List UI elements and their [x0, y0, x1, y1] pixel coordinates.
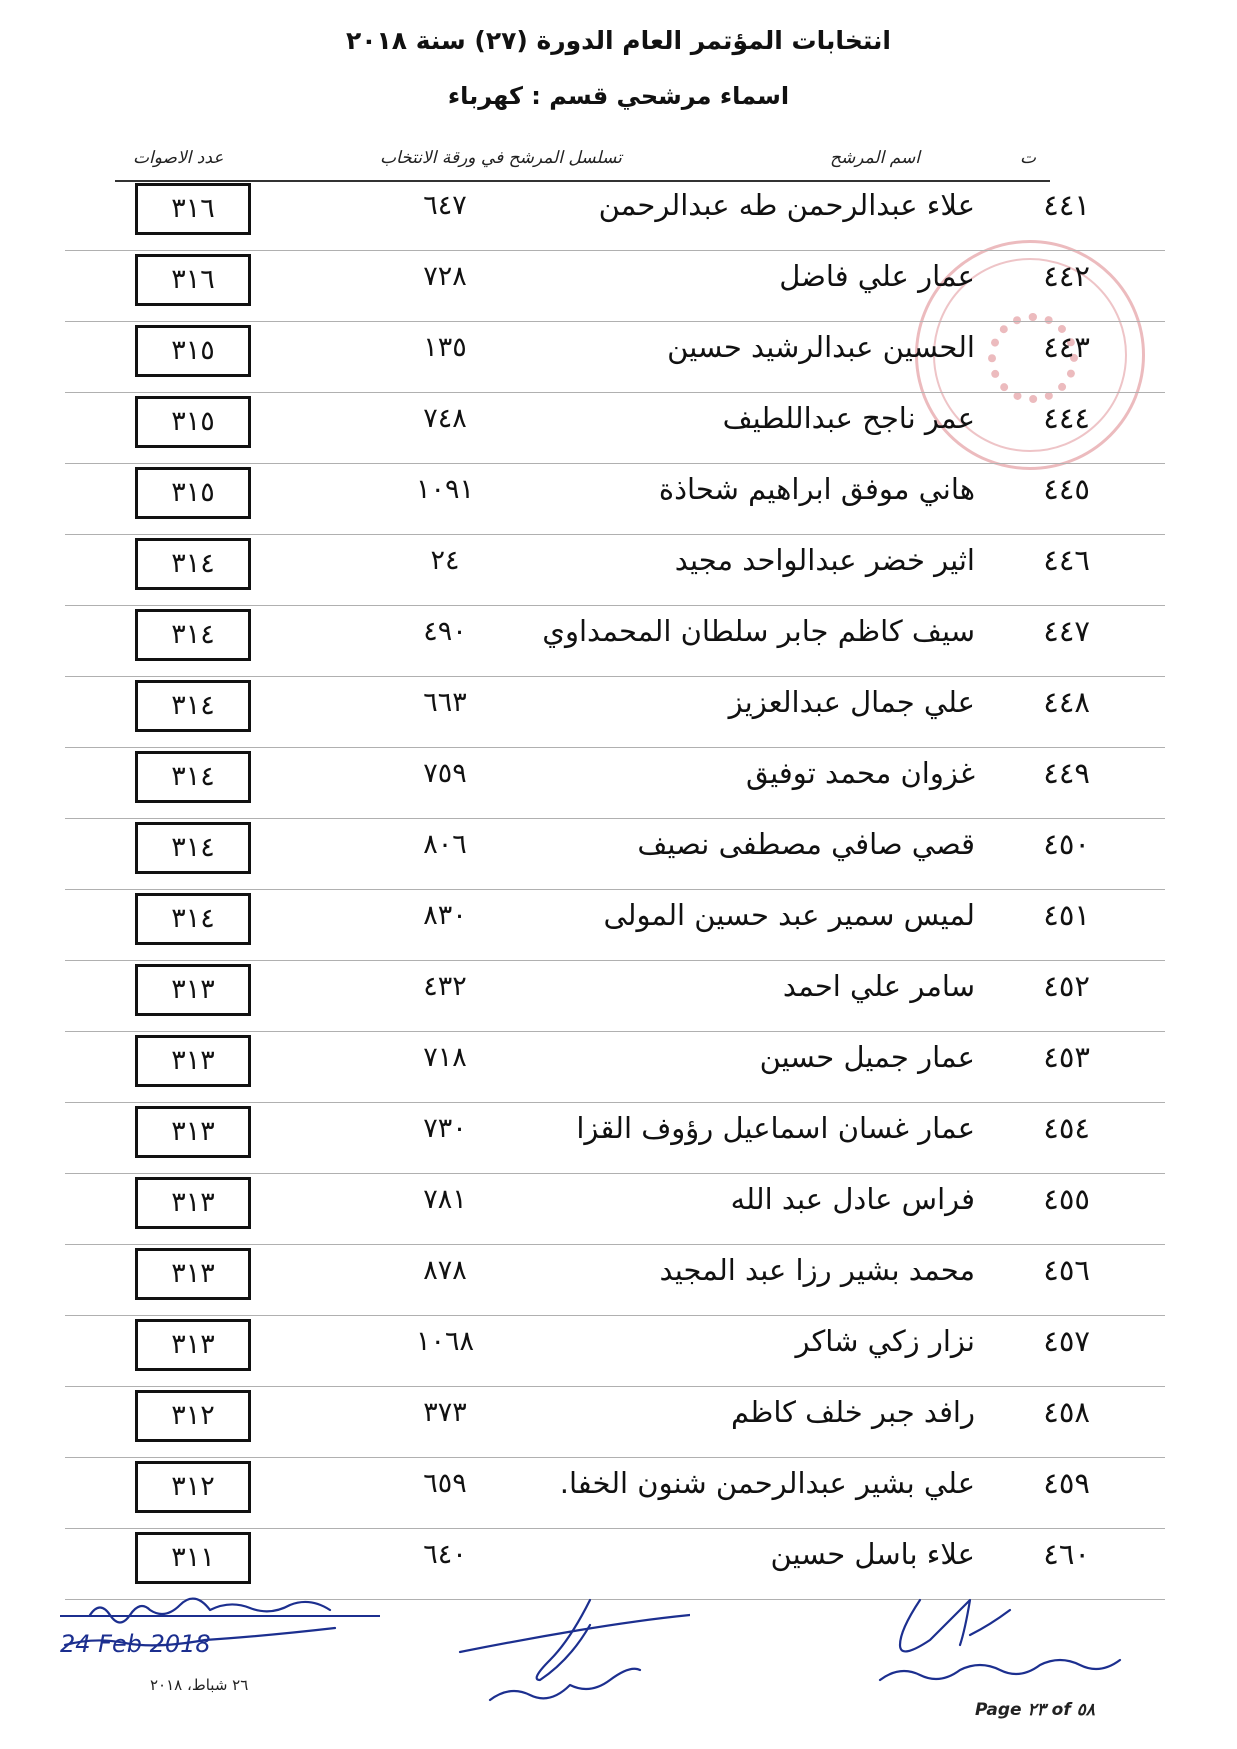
candidate-name: سامر علي احمد: [782, 969, 975, 1003]
candidate-name: عمار جميل حسين: [759, 1040, 975, 1074]
table-row: [0, 1387, 1237, 1458]
signature-date: 24 Feb 2018: [60, 1630, 211, 1658]
candidate-seq: ٤٤٩: [1043, 756, 1090, 790]
candidate-votes: ٣١٣: [135, 1319, 251, 1371]
candidate-serial: ٨٧٨: [423, 1255, 467, 1286]
candidate-name: محمد بشير رزا عبد المجيد: [659, 1253, 975, 1287]
candidate-votes: ٣١٢: [135, 1461, 251, 1513]
candidate-serial: ١٠٦٨: [415, 1326, 474, 1357]
table-row: [0, 961, 1237, 1032]
candidate-seq: ٤٥٧: [1043, 1324, 1090, 1358]
candidate-serial: ٧٨١: [423, 1184, 467, 1215]
candidate-serial: ٨٣٠: [423, 900, 467, 931]
candidate-serial: ٧٢٨: [423, 261, 467, 292]
table-row: [0, 819, 1237, 890]
candidate-votes: ٣١٤: [135, 822, 251, 874]
candidate-seq: ٤٥٩: [1043, 1466, 1090, 1500]
candidate-votes: ٣١٣: [135, 1106, 251, 1158]
candidate-name: لميس سمير عبد حسين المولى: [603, 898, 975, 932]
candidate-votes: ٣١٤: [135, 751, 251, 803]
candidate-serial: ٤٩٠: [423, 616, 467, 647]
candidate-seq: ٤٦٠: [1043, 1537, 1090, 1571]
candidate-seq: ٤٥٢: [1043, 969, 1090, 1003]
table-row: [0, 1032, 1237, 1103]
candidate-seq: ٤٥٦: [1043, 1253, 1090, 1287]
candidate-name: فراس عادل عبد الله: [730, 1182, 975, 1216]
signature-middle: [450, 1590, 690, 1724]
table-row: [0, 393, 1237, 464]
column-header-serial: تسلسل المرشح في ورقة الانتخاب: [380, 148, 622, 168]
candidate-votes: ٣١١: [135, 1532, 251, 1584]
candidate-name: هاني موفق ابراهيم شحاذة: [658, 472, 975, 506]
column-header-name: اسم المرشح: [830, 148, 921, 168]
table-row: [0, 1174, 1237, 1245]
candidate-serial: ٣٧٣: [423, 1397, 467, 1428]
candidate-seq: ٤٥٠: [1043, 827, 1090, 861]
table-row: [0, 251, 1237, 322]
candidate-name: علي بشير عبدالرحمن شنون الخفا.: [559, 1466, 975, 1500]
candidate-serial: ٨٠٦: [423, 829, 467, 860]
candidate-votes: ٣١٤: [135, 680, 251, 732]
table-row: [0, 1458, 1237, 1529]
candidate-name: الحسين عبدالرشيد حسين: [667, 330, 975, 364]
candidate-serial: ٦٥٩: [423, 1468, 467, 1499]
candidate-votes: ٣١٦: [135, 183, 251, 235]
candidate-seq: ٤٥٣: [1043, 1040, 1090, 1074]
candidate-name: عمر ناجح عبداللطيف: [722, 401, 975, 435]
signature-right: [860, 1590, 1180, 1704]
table-row: [0, 535, 1237, 606]
page-number: Page ٢٣ of ٥٨: [975, 1700, 1095, 1720]
candidate-name: رافد جبر خلف كاظم: [730, 1395, 975, 1429]
candidate-name: نزار زكي شاكر: [795, 1324, 975, 1358]
document-title: انتخابات المؤتمر العام الدورة (٢٧) سنة ٢٠١٨: [345, 26, 892, 55]
candidate-seq: ٤٤٤: [1043, 401, 1090, 435]
candidate-seq: ٤٤٧: [1043, 614, 1090, 648]
table-row: [0, 1103, 1237, 1174]
candidate-votes: ٣١٦: [135, 254, 251, 306]
candidate-votes: ٣١٣: [135, 964, 251, 1016]
candidate-votes: ٣١٥: [135, 396, 251, 448]
candidate-votes: ٣١٣: [135, 1177, 251, 1229]
candidate-serial: ٧٥٩: [423, 758, 467, 789]
table-row: [0, 180, 1237, 251]
candidate-votes: ٣١٣: [135, 1248, 251, 1300]
candidate-name: عمار علي فاضل: [779, 259, 975, 293]
candidate-serial: ٦٤٠: [423, 1539, 467, 1570]
candidate-serial: ١٣٥: [423, 332, 467, 363]
candidate-seq: ٤٥١: [1043, 898, 1090, 932]
candidate-seq: ٤٤٥: [1043, 472, 1090, 506]
table-row: [0, 890, 1237, 961]
candidate-seq: ٤٤١: [1043, 188, 1090, 222]
candidate-votes: ٣١٤: [135, 893, 251, 945]
candidate-seq: ٤٥٨: [1043, 1395, 1090, 1429]
candidate-seq: ٤٥٤: [1043, 1111, 1090, 1145]
candidate-seq: ٤٤٦: [1043, 543, 1090, 577]
table-row: [0, 606, 1237, 677]
candidate-votes: ٣١٤: [135, 538, 251, 590]
signature-line: [60, 1615, 380, 1617]
candidate-name: غزوان محمد توفيق: [745, 756, 975, 790]
candidate-name: علي جمال عبدالعزيز: [728, 685, 975, 719]
table-row: [0, 748, 1237, 819]
table-row: [0, 1316, 1237, 1387]
candidate-seq: ٤٤٣: [1043, 330, 1090, 364]
date-arabic: ٢٦ شباط، ٢٠١٨: [150, 1676, 249, 1694]
table-row: [0, 1245, 1237, 1316]
column-header-seq: ت: [1020, 148, 1037, 168]
candidate-name: اثير خضر عبدالواحد مجيد: [674, 543, 975, 577]
candidate-serial: ٦٦٣: [423, 687, 467, 718]
candidate-serial: ١٠٩١: [415, 474, 474, 505]
column-header-votes: عدد الاصوات: [133, 148, 224, 168]
candidate-serial: ٧٤٨: [423, 403, 467, 434]
candidate-name: قصي صافي مصطفى نصيف: [637, 827, 975, 861]
candidate-votes: ٣١٤: [135, 609, 251, 661]
candidate-votes: ٣١٥: [135, 467, 251, 519]
candidate-serial: ٤٣٢: [423, 971, 467, 1002]
candidate-name: سيف كاظم جابر سلطان المحمداوي: [542, 614, 975, 648]
candidate-seq: ٤٤٢: [1043, 259, 1090, 293]
candidate-serial: ٧١٨: [423, 1042, 467, 1073]
candidate-serial: ٢٤: [430, 545, 460, 576]
candidate-name: علاء باسل حسين: [770, 1537, 975, 1571]
candidate-serial: ٦٤٧: [423, 190, 467, 221]
candidate-name: علاء عبدالرحمن طه عبدالرحمن: [598, 188, 975, 222]
candidate-serial: ٧٣٠: [423, 1113, 467, 1144]
table-row: [0, 464, 1237, 535]
document-subtitle: اسماء مرشحي قسم : كهرباء: [447, 82, 790, 110]
candidate-seq: ٤٤٨: [1043, 685, 1090, 719]
candidate-votes: ٣١٥: [135, 325, 251, 377]
table-row: [0, 677, 1237, 748]
candidate-seq: ٤٥٥: [1043, 1182, 1090, 1216]
table-row: [0, 322, 1237, 393]
candidate-name: عمار غسان اسماعيل رؤوف القزا: [576, 1111, 975, 1145]
candidate-votes: ٣١٣: [135, 1035, 251, 1087]
candidate-votes: ٣١٢: [135, 1390, 251, 1442]
